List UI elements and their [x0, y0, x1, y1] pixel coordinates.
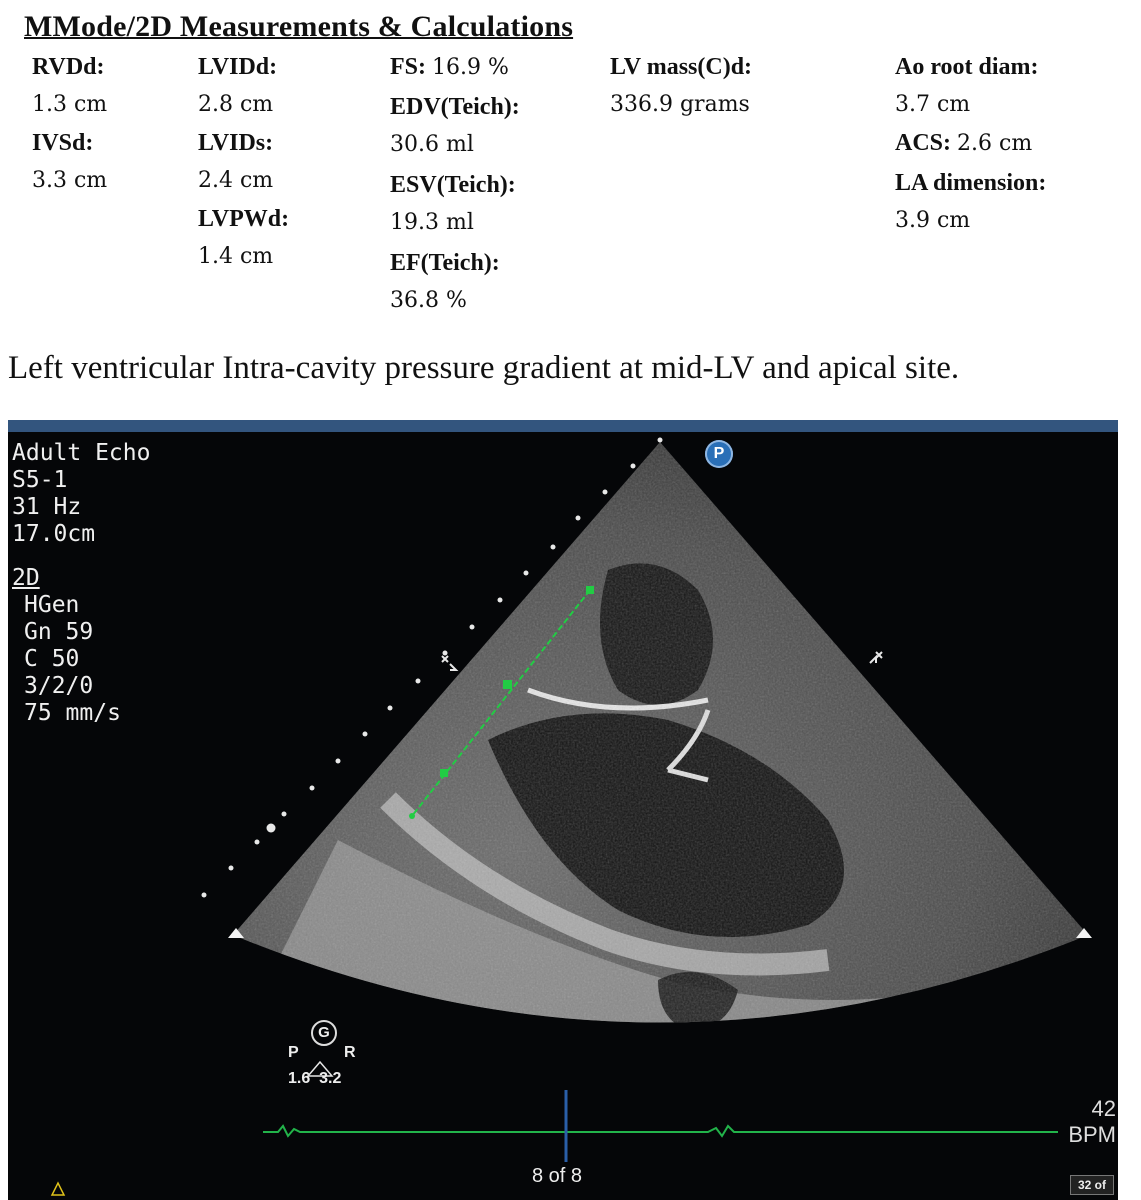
probe-orientation-badge: P [705, 440, 733, 468]
measurement-column-5 [895, 52, 1046, 244]
fs-value: 16.9 % [432, 55, 509, 80]
fs-label: FS: [390, 54, 426, 80]
caliper-marker-mid [503, 680, 512, 689]
esv-value: 19.3 ml [390, 210, 474, 235]
echo-image-panel [8, 420, 1118, 1200]
ecg-trace [263, 1126, 1058, 1136]
sweep-speed-label: 75 mm/s [24, 700, 121, 726]
frame-indicator: 8 of 8 [532, 1165, 583, 1187]
rvdd-label: RVDd: [32, 54, 105, 80]
gain-label: Gn 59 [24, 619, 94, 645]
orient-left-label: P [288, 1044, 299, 1061]
ef-label: EF(Teich): [390, 250, 500, 276]
figure-caption: Left ventricular Intra-cavity pressure gradient at mid-LV and apical site. [8, 350, 960, 386]
frame-counter: 32 of [1070, 1175, 1114, 1195]
lvidd-label: LVIDd: [198, 54, 278, 80]
ivsd-label: IVSd: [32, 130, 94, 156]
lvidd-value: 2.8 cm [198, 92, 274, 117]
la-dimension-value: 3.9 cm [895, 208, 971, 233]
ef-value: 36.8 % [390, 288, 467, 313]
lv-mass-label: LV mass(C)d: [610, 54, 753, 80]
harmonic-label: HGen [24, 592, 80, 618]
warning-icon [52, 1183, 64, 1195]
ultrasound-sector [8, 420, 1118, 1200]
fs-row [390, 52, 520, 90]
measurement-column-2 [198, 52, 289, 280]
report-title: MMode/2D Measurements & Calculations [24, 10, 574, 43]
acs-value: 2.6 cm [957, 131, 1033, 156]
heart-rate-value: 42 [1091, 1096, 1116, 1121]
preset-label: Adult Echo [12, 440, 151, 466]
orient-right-label: R [344, 1044, 356, 1061]
acs-label: ACS: [895, 130, 952, 156]
ao-root-value: 3.7 cm [895, 92, 971, 117]
lvids-label: LVIDs: [198, 130, 274, 156]
probe-label: S5-1 [12, 467, 68, 493]
lvpwd-value: 1.4 cm [198, 244, 274, 269]
rvdd-value: 1.3 cm [32, 92, 108, 117]
frame-rate-label: 31 Hz [12, 494, 82, 520]
lv-mass-value: 336.9 grams [610, 92, 750, 117]
echo-graphics [8, 420, 1118, 1200]
gain-marker-icon: G [311, 1020, 337, 1046]
acs-row [895, 128, 1046, 166]
compression-label: C 50 [24, 646, 80, 672]
caliper-marker-top [586, 586, 594, 594]
edv-value: 30.6 ml [390, 132, 474, 157]
processing-label: 3/2/0 [24, 673, 94, 699]
edv-label: EDV(Teich): [390, 94, 520, 120]
measurement-column-1 [32, 52, 107, 204]
ivsd-value: 3.3 cm [32, 168, 108, 193]
measurement-column-3 [390, 52, 520, 324]
ao-root-label: Ao root diam: [895, 54, 1039, 80]
heart-rate-unit: BPM [1068, 1122, 1116, 1147]
scan-parameters [12, 440, 150, 727]
esv-label: ESV(Teich): [390, 172, 516, 198]
caliper-marker-low [440, 769, 448, 777]
measurement-column-4 [610, 52, 752, 128]
orient-values: 1.6 3.2 [288, 1070, 342, 1087]
mode-label: 2D [12, 565, 40, 591]
la-dimension-label: LA dimension: [895, 170, 1047, 196]
lvids-value: 2.4 cm [198, 168, 274, 193]
lvpwd-label: LVPWd: [198, 206, 290, 232]
depth-label: 17.0cm [12, 521, 96, 547]
